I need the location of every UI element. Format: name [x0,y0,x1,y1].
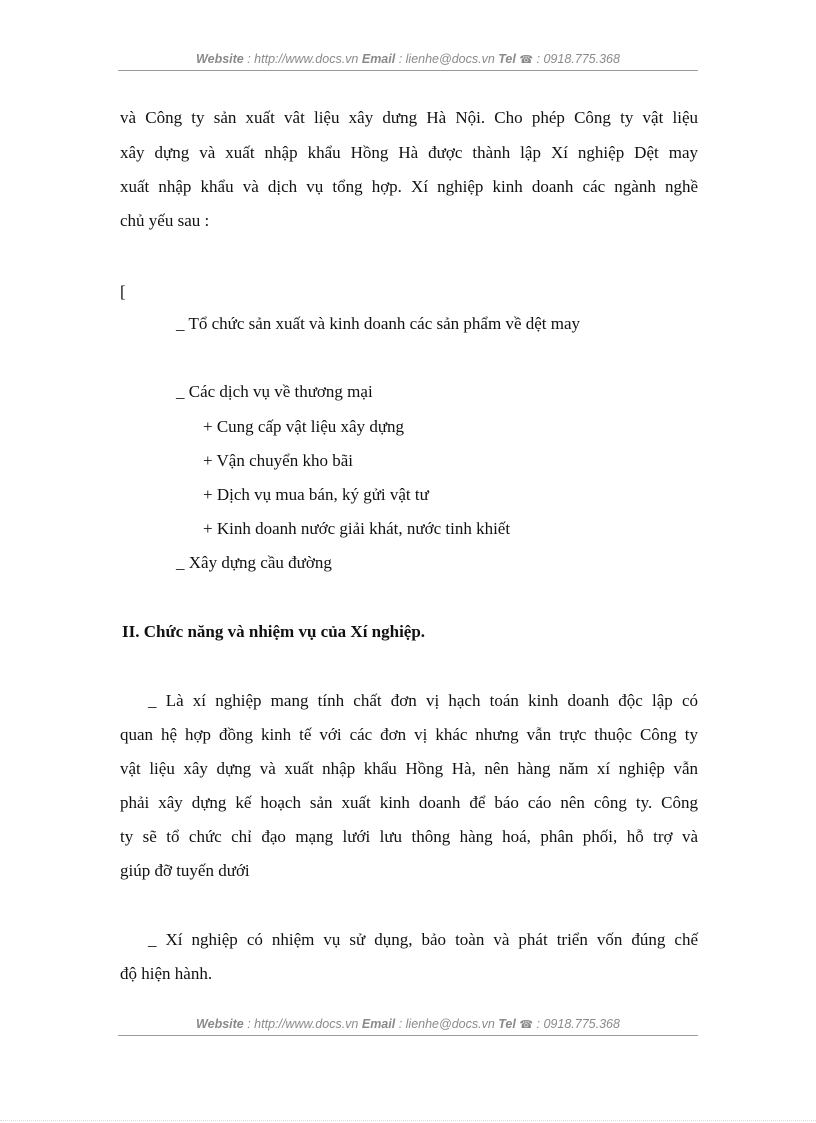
section-heading: II. Chức năng và nhiệm vụ của Xí nghiệp. [122,622,426,641]
para2-line-6: giúp đỡ tuyến dưới [120,861,250,880]
sub-list-item: + Kinh doanh nước giải khát, nước tinh khiết [203,519,511,538]
footer-tel-label: Tel [498,1017,516,1031]
header-tel-number: : 0918.775.368 [533,52,620,66]
header-website-link[interactable]: : http://www.docs.vn [243,52,362,66]
para1-line-4: chủ yếu sau : [120,211,210,230]
header-website-label: Website [196,52,244,66]
para2-line-2: quan hệ hợp đồng kinh tế với các đơn vị khác nhưng vẫn trực thuộc Công ty [120,725,698,744]
list-item: _ Tổ chức sản xuất và kinh doanh các sản phẩm về dệt may [176,314,581,333]
para1-line-2: xây dựng và xuất nhập khẩu Hồng Hà được thành lập Xí nghiệp Dệt may [120,143,698,162]
footer-email-link[interactable]: : lienhe@docs.vn [395,1017,499,1031]
page-footer [118,1017,698,1031]
header-rule [118,70,698,71]
page-header [118,52,698,66]
phone-icon: ☎ [519,1019,534,1031]
para1-line-3: xuất nhập khẩu và dịch vụ tổng hợp. Xí nghiệp kinh doanh các ngành nghề [120,177,698,196]
sub-list-item: + Cung cấp vật liệu xây dựng [203,417,405,436]
footer-website-link[interactable]: : http://www.docs.vn [243,1017,362,1031]
stray-bracket: [ [120,282,126,301]
sub-list-item: + Dịch vụ mua bán, ký gửi vật tư [203,485,429,504]
page-edge-dots [0,1120,816,1121]
header-tel-label: Tel [498,52,516,66]
footer-email-label: Email [361,1017,396,1031]
para2-line-4: phải xây dựng kế hoạch sản xuất kinh doanh để báo cáo nên công ty. Công [120,793,698,812]
sub-list-item: + Vận chuyển kho bãi [203,451,353,470]
list-item: _ Xây dựng cầu đường [176,553,332,572]
para1-line-1: và Công ty sản xuất vât liệu xây dưng Hà Nội. Cho phép Công ty vật liệu [120,108,698,127]
header-email-link[interactable]: : lienhe@docs.vn [395,52,499,66]
para2-line-1: _ Là xí nghiệp mang tính chất đơn vị hạch toán kinh doanh độc lập có [148,691,698,710]
header-email-label: Email [361,52,396,66]
footer-tel-number: : 0918.775.368 [533,1017,620,1031]
para3-line-2: độ hiện hành. [120,964,213,983]
list-item: _ Các dịch vụ về thương mại [176,382,373,401]
footer-rule [118,1035,698,1036]
para2-line-5: ty sẽ tổ chức chỉ đạo mạng lưới lưu thông hàng hoá, phân phối, hỗ trợ và [120,827,698,846]
footer-website-label: Website [196,1017,244,1031]
para3-line-1: _ Xí nghiệp có nhiệm vụ sử dụng, bảo toàn và phát triển vốn đúng chế [148,930,698,949]
para2-line-3: vật liệu xây dựng và xuất nhập khẩu Hồng Hà, nên hàng năm xí nghiệp vẫn [120,759,698,778]
phone-icon: ☎ [519,54,534,66]
